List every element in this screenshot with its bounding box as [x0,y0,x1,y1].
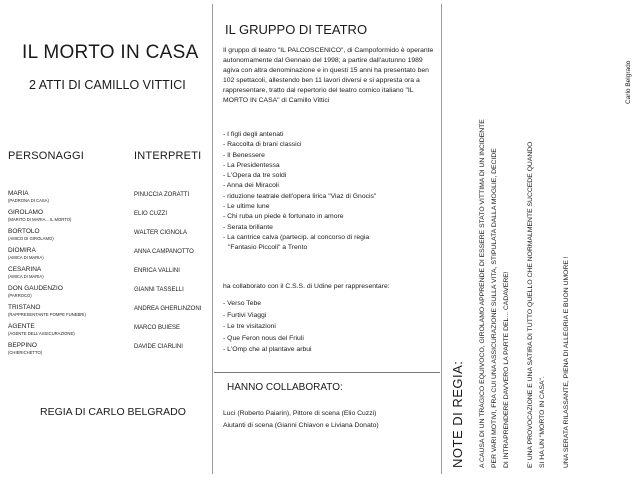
play-title: IL MORTO IN CASA [22,42,199,63]
cast-row [0,342,212,361]
note-line: DI INTRAPRENDERE DAVVERO LA PARTE DEL... CADAVERE! [503,271,510,468]
list-item: - Verso Tebe [223,300,262,307]
cast-list [0,190,212,361]
role-note: (AMICO DI GIROLAMO) [8,236,54,241]
cast-row [0,209,212,228]
list-item: - Il Benessere [223,151,265,159]
list-item: - Le ultime lune [223,203,270,211]
cast-row [0,266,212,285]
note-line: E' UNA PROVOCAZIONE E UNA SATIRA DI TUTTO QUELLO CHE NORMALMENTE SUCCEDE QUANDO [527,141,534,468]
note-line: A CAUSA DI UN TRAGICO EQUIVOCO, GIROLAMO APPRENDE DI ESSERE STATO VITTIMA DI UN INCIDENTE [479,119,486,468]
actor-name: DAVIDE CIARLINI [134,344,183,350]
actor-name: PINUCCIA ZORATTI [134,192,190,198]
cast-row [0,247,212,266]
actor-name: GIANNI TASSELLI [134,287,184,293]
cast-row [0,190,212,209]
actor-name: ELIO CUZZI [134,211,168,217]
works-list [223,130,376,254]
collab-line: Luci (Roberto Paiarin), Pittore di scena (Elio Cuzzi) [223,410,377,417]
list-item: - Chi ruba un piede è fortunato in amore [223,213,344,221]
personaggi-header: PERSONAGGI [8,150,84,162]
actor-name: ANNA CAMPANOTTO [134,249,194,255]
actor-name: WALTER CIGNOLA [134,230,188,236]
list-item: - L'Opera da tre soldi [223,172,287,180]
role-name: CESARINA [8,266,42,273]
interpreti-header: INTERPRETI [134,150,202,162]
role-name: BEPPINO [8,342,37,349]
list-item: - Furtivi Viaggi [223,311,267,319]
css-works-list [223,298,312,356]
cast-row [0,285,212,304]
group-heading: IL GRUPPO DI TEATRO [225,22,368,37]
role-note: (AMICA DI MARIA) [8,255,44,260]
list-item: - I figli degli antenati [223,131,284,138]
role-name: BORTOLO [8,228,40,235]
note-line: UNA SERATA RILASSANTE, PIENA DI ALLEGRIA E BUON UMORE ! [563,256,570,468]
role-note: (MARITO DI MARIA... IL MORTO) [8,217,72,222]
actor-name: ENRICA VALLINI [134,268,180,274]
divider [214,372,440,373]
role-name: AGENTE [8,323,35,330]
role-note: (PARROCO) [8,293,32,298]
role-name: MARIA [8,190,29,197]
director-credit: REGIA DI CARLO BELGRADO [40,406,186,418]
group-panel [212,4,442,474]
list-item: - L'Omp che al plantave arbui [223,346,312,353]
cast-row [0,228,212,247]
list-item: - Serata brillante [223,223,273,231]
css-intro: ha collaborato con il C.S.S. di Udine per rappresentare: [223,283,390,290]
list-item: - Raccolta di brani classici [223,141,302,149]
notes-panel [441,0,640,477]
role-note: (AGENTE DELL'ASSICURAZIONE) [8,331,75,336]
actor-name: MARCO BUIESE [134,325,181,331]
role-note: (RAPPRESENTANTE POMPE FUNEBRI) [8,312,86,317]
note-line: PER VARI MOTIVI, FRA CUI UNA ASSICURAZIONE SULLA VITA, STIPULATA DALLA MOGLIE, DECIDE [491,148,498,468]
director-signature: Carlo Belgrado [625,60,632,104]
collab-heading: HANNO COLLABORATO: [227,382,343,393]
list-item: - Que Feron nous del Friuli [223,334,304,342]
group-intro: Il gruppo di teatro "IL PALCOSCENICO", di Campoformido è operante autonomamente dal Gennaio del 1998; a partire dall'autunno 1989 agiva con altra denominazione e in questi 15 anni ha presentato ben 102 spettacoli, allestendo ben 11 lavori diversi e si appresta ora a rappresentare, tratto dal repertorio del teatro comico italiano "IL MORTO IN CASA" di Camillo Vittici [223,47,434,104]
list-item: - La Presidentessa [223,161,280,169]
list-item: - Le tre visitazioni [223,323,276,330]
list-item: - Anna dei Miracoli [223,182,279,190]
actor-name: ANDREA GHERLINZONI [134,306,202,312]
role-name: DON GAUDENZIO [8,285,63,292]
cast-row [0,304,212,323]
note-line: SI HA UN "MORTO IN CASA". [539,376,546,468]
role-name: TRISTANO [8,304,41,311]
list-item: "Fantasio Piccoli" a Trento [228,244,308,252]
role-note: (CHIERICHETTO) [8,350,43,355]
note-heading: NOTE DI REGIA: [450,360,465,468]
role-note: (PADRONA DI CASA) [8,198,49,203]
collab-line: Aiutanti di scena (Gianni Chiavon e Liviana Donato) [223,422,379,429]
cast-row [0,323,212,342]
role-note: (AMICA DI MARIA) [8,274,44,279]
role-name: GIROLAMO [8,209,44,216]
cast-panel [0,0,212,477]
role-name: DIOMIRA [8,247,36,254]
list-item: - riduzione teatrale dell'opera lirica "Viaz di Gnocis" [223,192,377,200]
play-subtitle: 2 ATTI DI CAMILLO VITTICI [29,78,186,92]
list-item: - La cantrice calva (partecip. al concorso di regia [223,233,370,241]
